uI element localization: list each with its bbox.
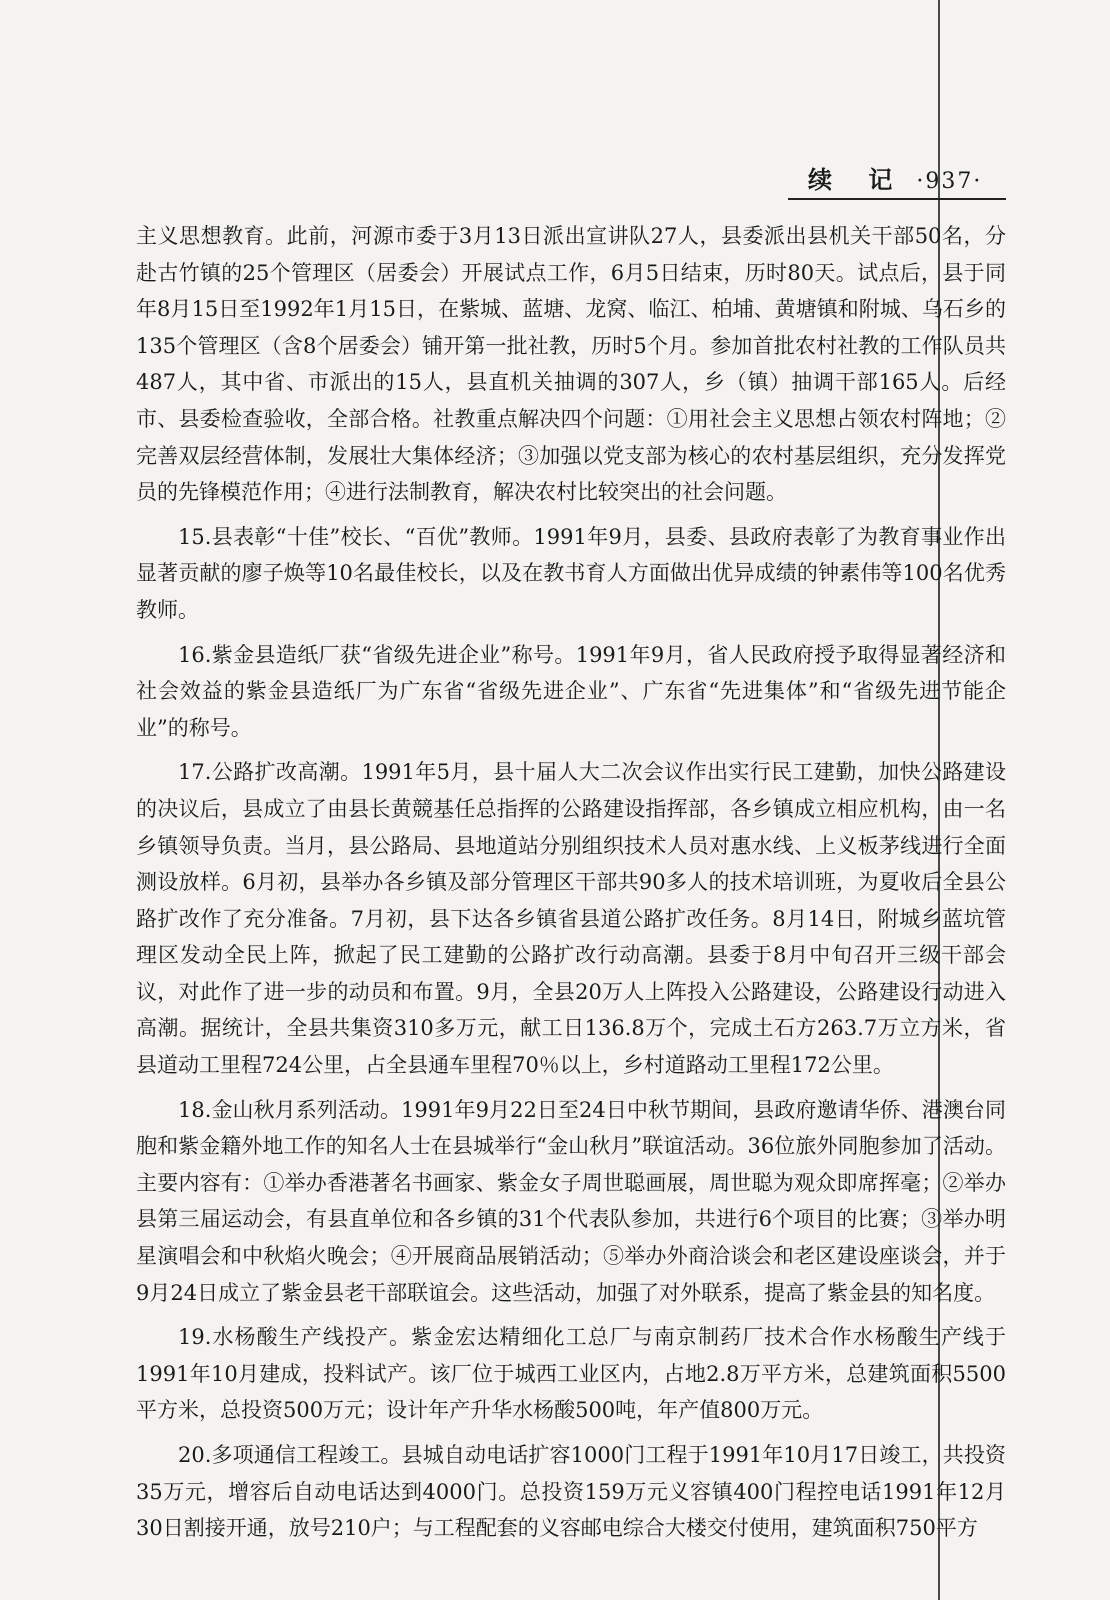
header-rule <box>788 198 1006 200</box>
section-title: 续 记 <box>808 165 907 194</box>
paragraph-item-16: 16.紫金县造纸厂获“省级先进企业”称号。1991年9月，省人民政府授予取得显著经济和社会效益的紫金县造纸厂为广东省“省级先进企业”、广东省“先进集体”和“省级先进节能企业”的称号。 <box>136 642 1006 740</box>
paragraph-item-18: 18.金山秋月系列活动。1991年9月22日至24日中秋节期间，县政府邀请华侨、港澳台同胞和紫金籍外地工作的知名人士在县城举行“金山秋月”联谊活动。36位旅外同胞参加了活动。主要内容有：①举办香港著名书画家、紫金女子周世聪画展，周世聪为观众即席挥毫；②举办县第三届运动会，有县直单位和各乡镇的31个代表队参加，共进行6个项目的比赛；③举办明星演唱会和中秋焰火晚会；④开展商品展销活动；⑤举办外商洽谈会和老区建设座谈会，并于9月24日成立了紫金县老干部联谊会。这些活动，加强了对外联系，提高了紫金县的知名度。 <box>136 1097 1006 1305</box>
page-number: ·937· <box>916 169 983 194</box>
paragraph-item-15: 15.县表彰“十佳”校长、“百优”教师。1991年9月，县委、县政府表彰了为教育事业作出显著贡献的廖子焕等10名最佳校长，以及在教书育人方面做出优异成绩的钟素伟等100名优秀教师。 <box>136 524 1006 622</box>
paragraph-item-19: 19.水杨酸生产线投产。紫金宏达精细化工总厂与南京制药厂技术合作水杨酸生产线于1991年10月建成，投料试产。该厂位于城西工业区内，占地2.8万平方米，总建筑面积5500平方米，总投资500万元；设计年产升华水杨酸500吨，年产值800万元。 <box>136 1325 1006 1423</box>
paragraph-item-17: 17.公路扩改高潮。1991年5月，县十届人大二次会议作出实行民工建勤，加快公路建设的决议后，县成立了由县长黄競基任总指挥的公路建设指挥部，各乡镇成立相应机构，由一名乡镇领导负责。当月，县公路局、县地道站分别组织技术人员对惠水线、上义板茅线进行全面测设放样。6月初，县举办各乡镇及部分管理区干部共90多人的技术培训班，为夏收后全县公路扩改作了充分准备。7月初，县下达各乡镇省县道公路扩改任务。8月14日，附城乡蓝坑管理区发动全民上阵，掀起了民工建勤的公路扩改行动高潮。县委于8月中旬召开三级干部会议，对此作了进一步的动员和布置。9月，全县20万人上阵投入公路建设，公路建设行动进入高潮。据统计，全县共集资310多万元，献工日136.8万个，完成土石方263.7万立方米，省县道动工里程724公里，占全县通车里程70％以上，乡村道路动工里程172公里。 <box>136 760 1006 1078</box>
body-text <box>136 218 1006 1555</box>
paragraph-continued: 主义思想教育。此前，河源市委于3月13日派出宣讲队27人，县委派出县机关干部50名，分赴古竹镇的25个管理区（居委会）开展试点工作，6月5日结束，历时80天。试点后，县于同年8月15日至1992年1月15日，在紫城、蓝塘、龙窝、临江、柏埔、黄塘镇和附城、乌石乡的135个管理区（含8个居委会）铺开第一批社教，历时5个月。参加首批农村社教的工作队员共487人，其中省、市派出的15人，县直机关抽调的307人，乡（镇）抽调干部165人。后经市、县委检查验收，全部合格。社教重点解决四个问题：①用社会主义思想占领农村阵地；②完善双层经营体制，发展壮大集体经济；③加强以党支部为核心的农村基层组织，充分发挥党员的先锋模范作用；④进行法制教育，解决农村比较突出的社会问题。 <box>136 224 1006 505</box>
running-header <box>808 160 1008 195</box>
paragraph-item-20: 20.多项通信工程竣工。县城自动电话扩容1000门工程于1991年10月17日竣工，共投资35万元，增容后自动电话达到4000门。总投资159万元义容镇400门程控电话1991年12月30日割接开通，放号210户；与工程配套的义容邮电综合大楼交付使用，建筑面积750平方 <box>136 1443 1006 1541</box>
